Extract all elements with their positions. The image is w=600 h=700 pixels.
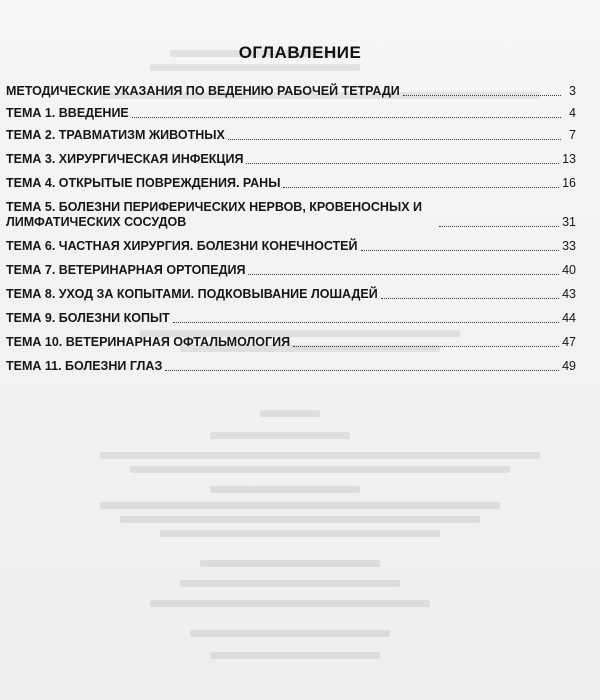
dot-leader [439,225,559,227]
toc-entry[interactable] [6,84,576,99]
toc-entry[interactable] [6,176,576,191]
toc-page-number: 13 [562,152,576,166]
toc-page-number: 40 [562,263,576,277]
toc-entry-label: ТЕМА 9. БОЛЕЗНИ КОПЫТ [6,311,170,325]
toc-entry-label: МЕТОДИЧЕСКИЕ УКАЗАНИЯ ПО ВЕДЕНИЮ РАБОЧЕЙ ТЕТРАДИ [6,84,400,98]
toc-page-number: 4 [569,106,576,120]
toc-page-number: 7 [569,128,576,142]
dot-leader [293,345,559,347]
toc-page-number: 44 [562,311,576,325]
toc-entry[interactable] [6,311,576,326]
table-of-contents [6,84,576,374]
toc-entry[interactable] [6,239,576,254]
toc-entry-label: ТЕМА 3. ХИРУРГИЧЕСКАЯ ИНФЕКЦИЯ [6,152,244,166]
dot-leader [381,297,559,299]
toc-entry-label: ТЕМА 7. ВЕТЕРИНАРНАЯ ОРТОПЕДИЯ [6,263,246,277]
toc-page-number: 49 [562,359,576,373]
toc-entry-label: ТЕМА 11. БОЛЕЗНИ ГЛАЗ [6,359,163,373]
toc-entry-label: ТЕМА 2. ТРАВМАТИЗМ ЖИВОТНЫХ [6,128,225,142]
toc-page-number: 31 [562,215,576,229]
toc-page-number: 43 [562,287,576,301]
dot-leader [228,138,561,140]
toc-entry[interactable] [6,263,576,278]
toc-entry-label: ТЕМА 6. ЧАСТНАЯ ХИРУРГИЯ. БОЛЕЗНИ КОНЕЧНОСТЕЙ [6,239,358,253]
dot-leader [165,369,559,371]
toc-page-number: 3 [569,84,576,98]
dot-leader [173,321,559,323]
dot-leader [283,186,559,188]
toc-entry[interactable] [6,287,576,302]
toc-entry-label: ТЕМА 1. ВВЕДЕНИЕ [6,106,129,120]
dot-leader [132,116,561,118]
toc-entry-label: ТЕМА 4. ОТКРЫТЫЕ ПОВРЕЖДЕНИЯ. РАНЫ [6,176,281,190]
toc-page-number: 16 [562,176,576,190]
dot-leader [248,273,559,275]
toc-entry[interactable] [6,128,576,143]
toc-entry-label: ТЕМА 10. ВЕТЕРИНАРНАЯ ОФТАЛЬМОЛОГИЯ [6,335,291,349]
dot-leader [403,94,561,96]
toc-entry-label: ТЕМА 8. УХОД ЗА КОПЫТАМИ. ПОДКОВЫВАНИЕ ЛОШАДЕЙ [6,287,378,301]
toc-entry-label: ТЕМА 5. БОЛЕЗНИ ПЕРИФЕРИЧЕСКИХ НЕРВОВ, КРОВЕНОСНЫХ И ЛИМФАТИЧЕСКИХ СОСУДОВ [6,200,422,229]
toc-entry[interactable] [6,152,576,167]
toc-entry[interactable] [6,106,576,121]
page-title: ОГЛАВЛЕНИЕ [238,43,362,62]
dot-leader [246,162,559,164]
toc-page-number: 47 [562,335,576,349]
toc-page-number: 33 [562,239,576,253]
dot-leader [361,249,560,251]
toc-entry[interactable] [6,359,576,374]
toc-entry[interactable] [6,335,576,350]
toc-entry[interactable] [6,200,576,230]
